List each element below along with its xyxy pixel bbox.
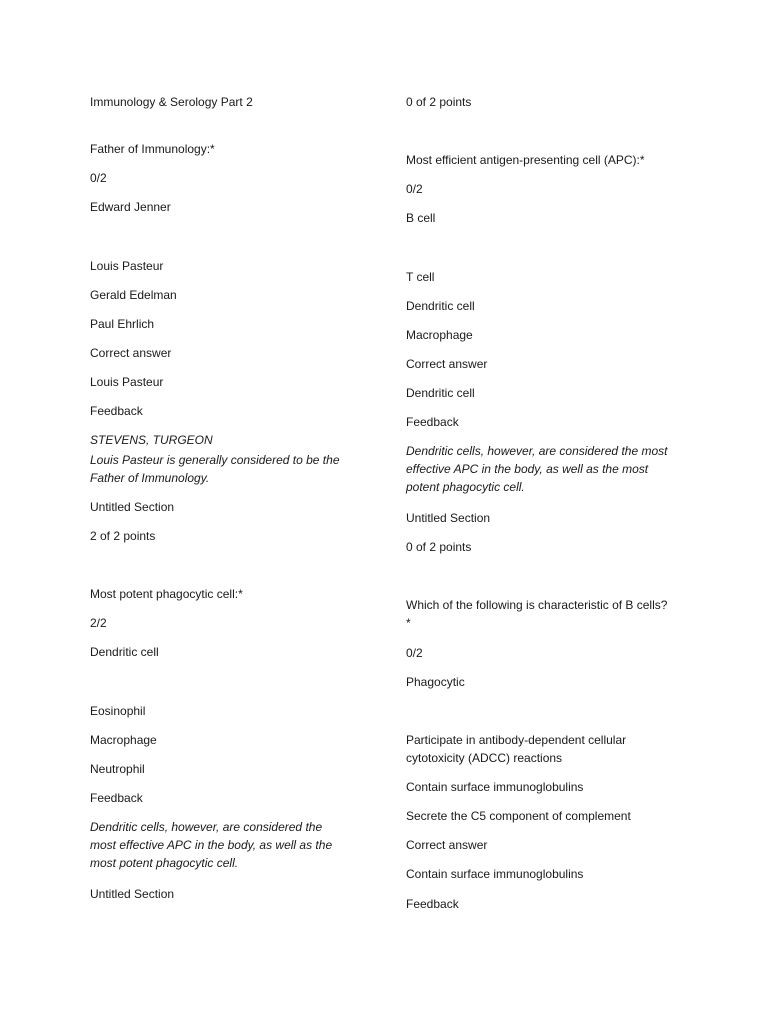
feedback-label: Feedback	[90, 404, 143, 418]
question-score: 0/2	[406, 646, 423, 660]
feedback-reference: STEVENS, TURGEON	[90, 433, 213, 447]
correct-answer-label: Correct answer	[406, 357, 488, 371]
feedback-text: Dendritic cells, however, are considered the most effective APC in the body, as well as the most potent phagocytic cell.	[90, 820, 333, 870]
option-item: T cell	[406, 270, 435, 284]
feedback-label: Feedback	[406, 897, 459, 911]
question-b-cell-characteristic: Which of the following is characteristic of B cells?*	[406, 598, 668, 630]
option-item: Participate in antibody-dependent cellular cytotoxicity (ADCC) reactions	[406, 733, 627, 765]
section-title: Untitled Section	[406, 511, 491, 525]
question-score: 2/2	[90, 616, 107, 630]
option-item: Gerald Edelman	[90, 288, 177, 302]
correct-answer-label: Correct answer	[90, 346, 172, 360]
section-points: 0 of 2 points	[406, 540, 472, 554]
option-item: Dendritic cell	[406, 299, 475, 313]
option-item: Macrophage	[406, 328, 473, 342]
question-father-of-immunology: Father of Immunology:*	[90, 142, 215, 156]
option-item: Contain surface immunoglobulins	[406, 780, 584, 794]
option-item: Paul Ehrlich	[90, 317, 155, 331]
selected-answer: Dendritic cell	[90, 645, 159, 659]
selected-answer: B cell	[406, 211, 436, 225]
feedback-text: Louis Pasteur is generally considered to be the Father of Immunology.	[90, 453, 340, 485]
feedback-label: Feedback	[90, 791, 143, 805]
section-points: 2 of 2 points	[90, 529, 156, 543]
option-item: Neutrophil	[90, 762, 145, 776]
correct-answer: Contain surface immunoglobulins	[406, 867, 584, 881]
correct-answer: Louis Pasteur	[90, 375, 164, 389]
selected-answer: Edward Jenner	[90, 200, 171, 214]
question-most-potent-phagocyte: Most potent phagocytic cell:*	[90, 587, 243, 601]
correct-answer: Dendritic cell	[406, 386, 475, 400]
question-most-efficient-apc: Most efficient antigen-presenting cell (APC):*	[406, 153, 645, 167]
question-score: 0/2	[406, 182, 423, 196]
option-item: Macrophage	[90, 733, 157, 747]
feedback-label: Feedback	[406, 415, 459, 429]
section-title: Untitled Section	[90, 887, 175, 901]
option-item: Louis Pasteur	[90, 259, 164, 273]
question-score: 0/2	[90, 171, 107, 185]
option-item: Secrete the C5 component of complement	[406, 809, 631, 823]
selected-answer: Phagocytic	[406, 675, 465, 689]
correct-answer-label: Correct answer	[406, 838, 488, 852]
option-item: Eosinophil	[90, 704, 146, 718]
feedback-text: Dendritic cells, however, are considered the most effective APC in the body, as well as the most potent phagocytic cell.	[406, 444, 668, 494]
section-title: Untitled Section	[90, 500, 175, 514]
page-title: Immunology & Serology Part 2	[90, 95, 253, 109]
section-points: 0 of 2 points	[406, 95, 472, 109]
